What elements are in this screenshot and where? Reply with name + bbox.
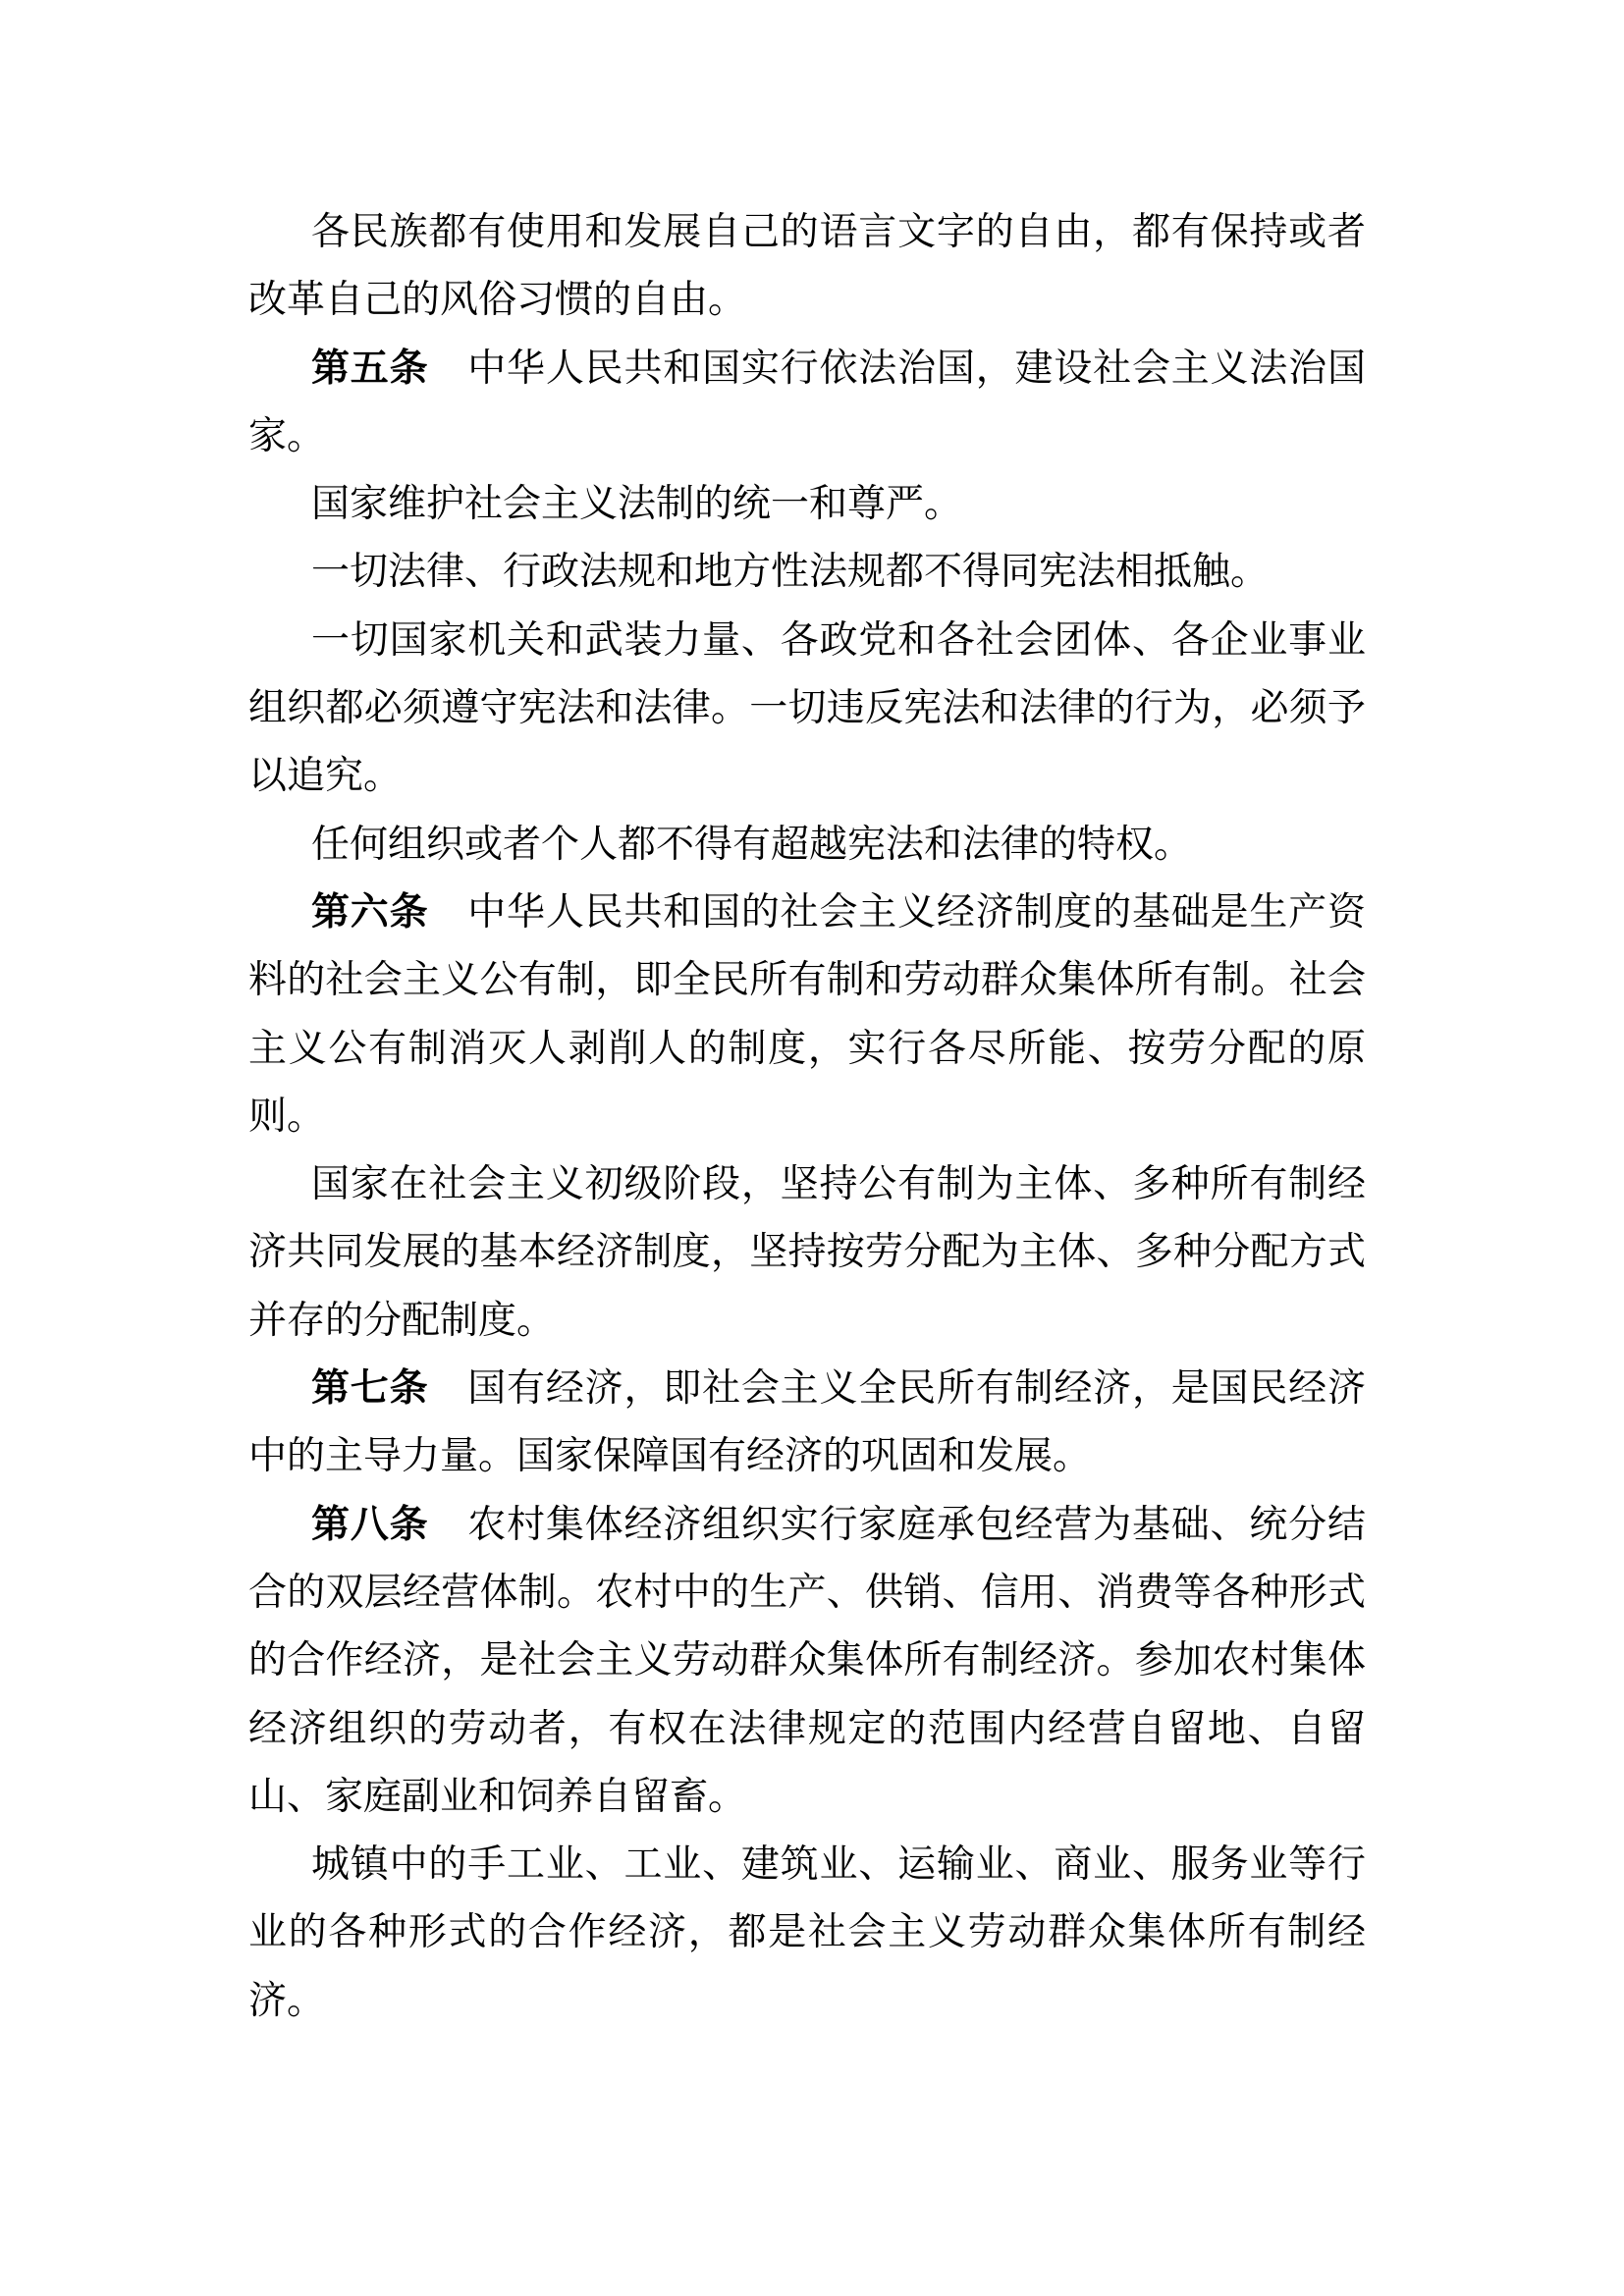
article-number: 第六条	[311, 890, 429, 934]
body-paragraph	[248, 470, 1366, 538]
article-paragraph	[248, 1491, 1366, 1831]
article-number: 第七条	[311, 1367, 429, 1411]
paragraph-text: 中华人民共和国的社会主义经济制度的基础是生产资料的社会主义公有制，即全民所有制和劳动群众集体所有制。社会主义公有制消灭人剥削人的制度，实行各尽所能、按劳分配的原则。	[248, 890, 1366, 1138]
paragraph-text: 国家在社会主义初级阶段，坚持公有制为主体、多种所有制经济共同发展的基本经济制度，坚持按劳分配为主体、多种分配方式并存的分配制度。	[248, 1163, 1366, 1342]
body-paragraph	[248, 607, 1366, 811]
body-paragraph	[248, 1831, 1366, 2035]
paragraph-text: 任何组织或者个人都不得有超越宪法和法律的特权。	[311, 823, 1193, 866]
article-paragraph	[248, 1355, 1366, 1491]
article-paragraph	[248, 879, 1366, 1150]
article-paragraph	[248, 335, 1366, 471]
paragraph-text: 各民族都有使用和发展自己的语言文字的自由，都有保持或者改革自己的风俗习惯的自由。	[248, 211, 1366, 322]
body-paragraph	[248, 198, 1366, 335]
paragraph-text: 城镇中的手工业、工业、建筑业、运输业、商业、服务业等行业的各种形式的合作经济，都是社会主义劳动群众集体所有制经济。	[248, 1843, 1366, 2022]
body-paragraph	[248, 1150, 1366, 1355]
body-paragraph	[248, 811, 1366, 879]
paragraph-text: 国家维护社会主义法制的统一和尊严。	[311, 483, 963, 526]
paragraph-text: 农村集体经济组织实行家庭承包经营为基础、统分结合的双层经营体制。农村中的生产、供销、信用、消费等各种形式的合作经济，是社会主义劳动群众集体所有制经济。参加农村集体经济组织的劳动者，有权在法律规定的范围内经营自留地、自留山、家庭副业和饲养自留畜。	[248, 1503, 1366, 1818]
paragraph-text: 一切法律、行政法规和地方性法规都不得同宪法相抵触。	[311, 551, 1270, 594]
paragraph-text: 国有经济，即社会主义全民所有制经济，是国民经济中的主导力量。国家保障国有经济的巩固和发展。	[248, 1367, 1366, 1478]
paragraph-text: 一切国家机关和武装力量、各政党和各社会团体、各企业事业组织都必须遵守宪法和法律。一切违反宪法和法律的行为，必须予以追究。	[248, 618, 1366, 798]
article-number: 第五条	[311, 347, 429, 390]
paragraph-text: 中华人民共和国实行依法治国，建设社会主义法治国家。	[248, 347, 1366, 457]
article-number: 第八条	[311, 1503, 429, 1546]
body-paragraph	[248, 538, 1366, 606]
document-text-column	[248, 198, 1366, 2035]
